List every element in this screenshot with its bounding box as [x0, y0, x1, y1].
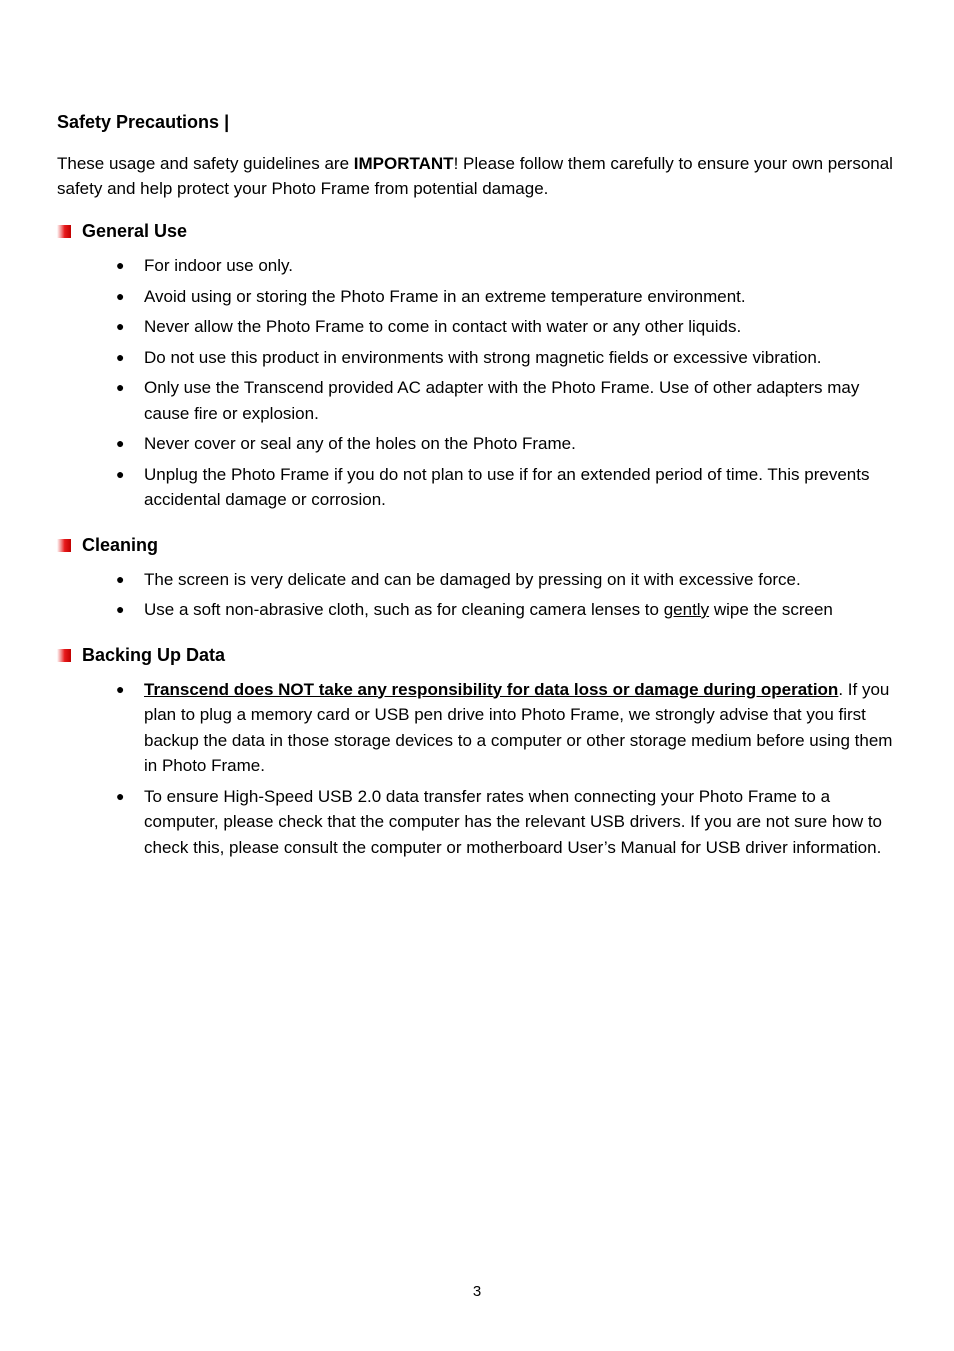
section-heading-cleaning [57, 533, 902, 558]
section-heading-text: General Use [82, 221, 188, 241]
list-item-text-before: Use a soft non-abrasive cloth, such as for cleaning camera lenses to [144, 600, 664, 619]
intro-text-after: ! Please follow them carefully to ensure your own personal safety and help protect your Photo Frame from potential damage. [57, 154, 893, 198]
intro-important: IMPORTANT [353, 154, 454, 173]
title-separator: | [224, 112, 230, 132]
section-heading-backing-up-data [57, 643, 902, 668]
bullet-icon: ● [116, 318, 125, 334]
list-item [57, 253, 902, 279]
list-item [57, 462, 902, 513]
bullet-icon: ● [116, 465, 125, 482]
list-item [57, 314, 902, 340]
page-title [57, 110, 902, 135]
disclaimer-text: Transcend does NOT take any responsibility for data loss or damage during operation [144, 679, 839, 699]
bullet-icon: ● [116, 348, 125, 365]
list-item-text: Never allow the Photo Frame to come in contact with water or any other liquids. [144, 317, 742, 336]
bullet-icon: ● [116, 680, 125, 697]
list-item [57, 784, 902, 861]
list-item [57, 375, 902, 426]
page-number: 3 [472, 1283, 482, 1300]
section-heading-general-use [57, 219, 902, 244]
bullet-icon: ● [116, 601, 125, 617]
cleaning-list [57, 567, 902, 623]
list-item [57, 431, 902, 457]
bullet-icon: ● [116, 257, 125, 273]
section-heading-text: Cleaning [82, 534, 159, 555]
list-item-text-after: . If you plan to plug a memory card or USB pen drive into Photo Frame, we strongly advise that you first backup the data in those storage devices to a computer or other storage medium before using them in Photo Frame. [144, 679, 893, 775]
bullet-icon: ● [116, 379, 125, 395]
list-item-text: Avoid using or storing the Photo Frame in an extreme temperature environment. [144, 286, 746, 306]
list-item-text: Do not use this product in environments with strong magnetic fields or excessive vibration. [144, 347, 822, 367]
bullet-icon: ● [116, 435, 125, 451]
backing-up-data-list [57, 677, 902, 861]
list-item-text: To ensure High-Speed USB 2.0 data transfer rates when connecting your Photo Frame to a computer, please check that the computer has the relevant USB drivers. If you are not sure how to check this, please consult the computer or motherboard User’s Manual for USB driver information. [144, 786, 882, 857]
title-text: Safety Precautions [57, 112, 220, 132]
section-marker-icon [57, 225, 71, 238]
list-item-text: Never cover or seal any of the holes on the Photo Frame. [144, 434, 576, 453]
bullet-icon: ● [116, 287, 125, 304]
intro-text-before: These usage and safety guidelines are [57, 154, 354, 173]
intro-paragraph [57, 151, 902, 201]
list-item-text: Unplug the Photo Frame if you do not plan to use if for an extended period of time. This prevents accidental damage or corrosion. [144, 464, 870, 509]
list-item [57, 677, 902, 779]
list-item [57, 284, 902, 310]
list-item-text: For indoor use only. [144, 256, 293, 275]
list-item-text: The screen is very delicate and can be damaged by pressing on it with excessive force. [144, 569, 801, 589]
list-item-text-after: wipe the screen [709, 600, 833, 619]
section-heading-text: Backing Up Data [82, 644, 226, 665]
list-item [57, 597, 902, 623]
bullet-icon: ● [116, 787, 125, 804]
list-item-text: Only use the Transcend provided AC adapter with the Photo Frame. Use of other adapters may cause fire or explosion. [144, 378, 860, 423]
list-item [57, 345, 902, 371]
section-marker-icon [57, 649, 71, 662]
list-item [57, 567, 902, 593]
bullet-icon: ● [116, 570, 125, 587]
document-page [57, 110, 902, 880]
general-use-list [57, 253, 902, 513]
section-marker-icon [57, 539, 71, 552]
underlined-word: gently [663, 600, 710, 619]
